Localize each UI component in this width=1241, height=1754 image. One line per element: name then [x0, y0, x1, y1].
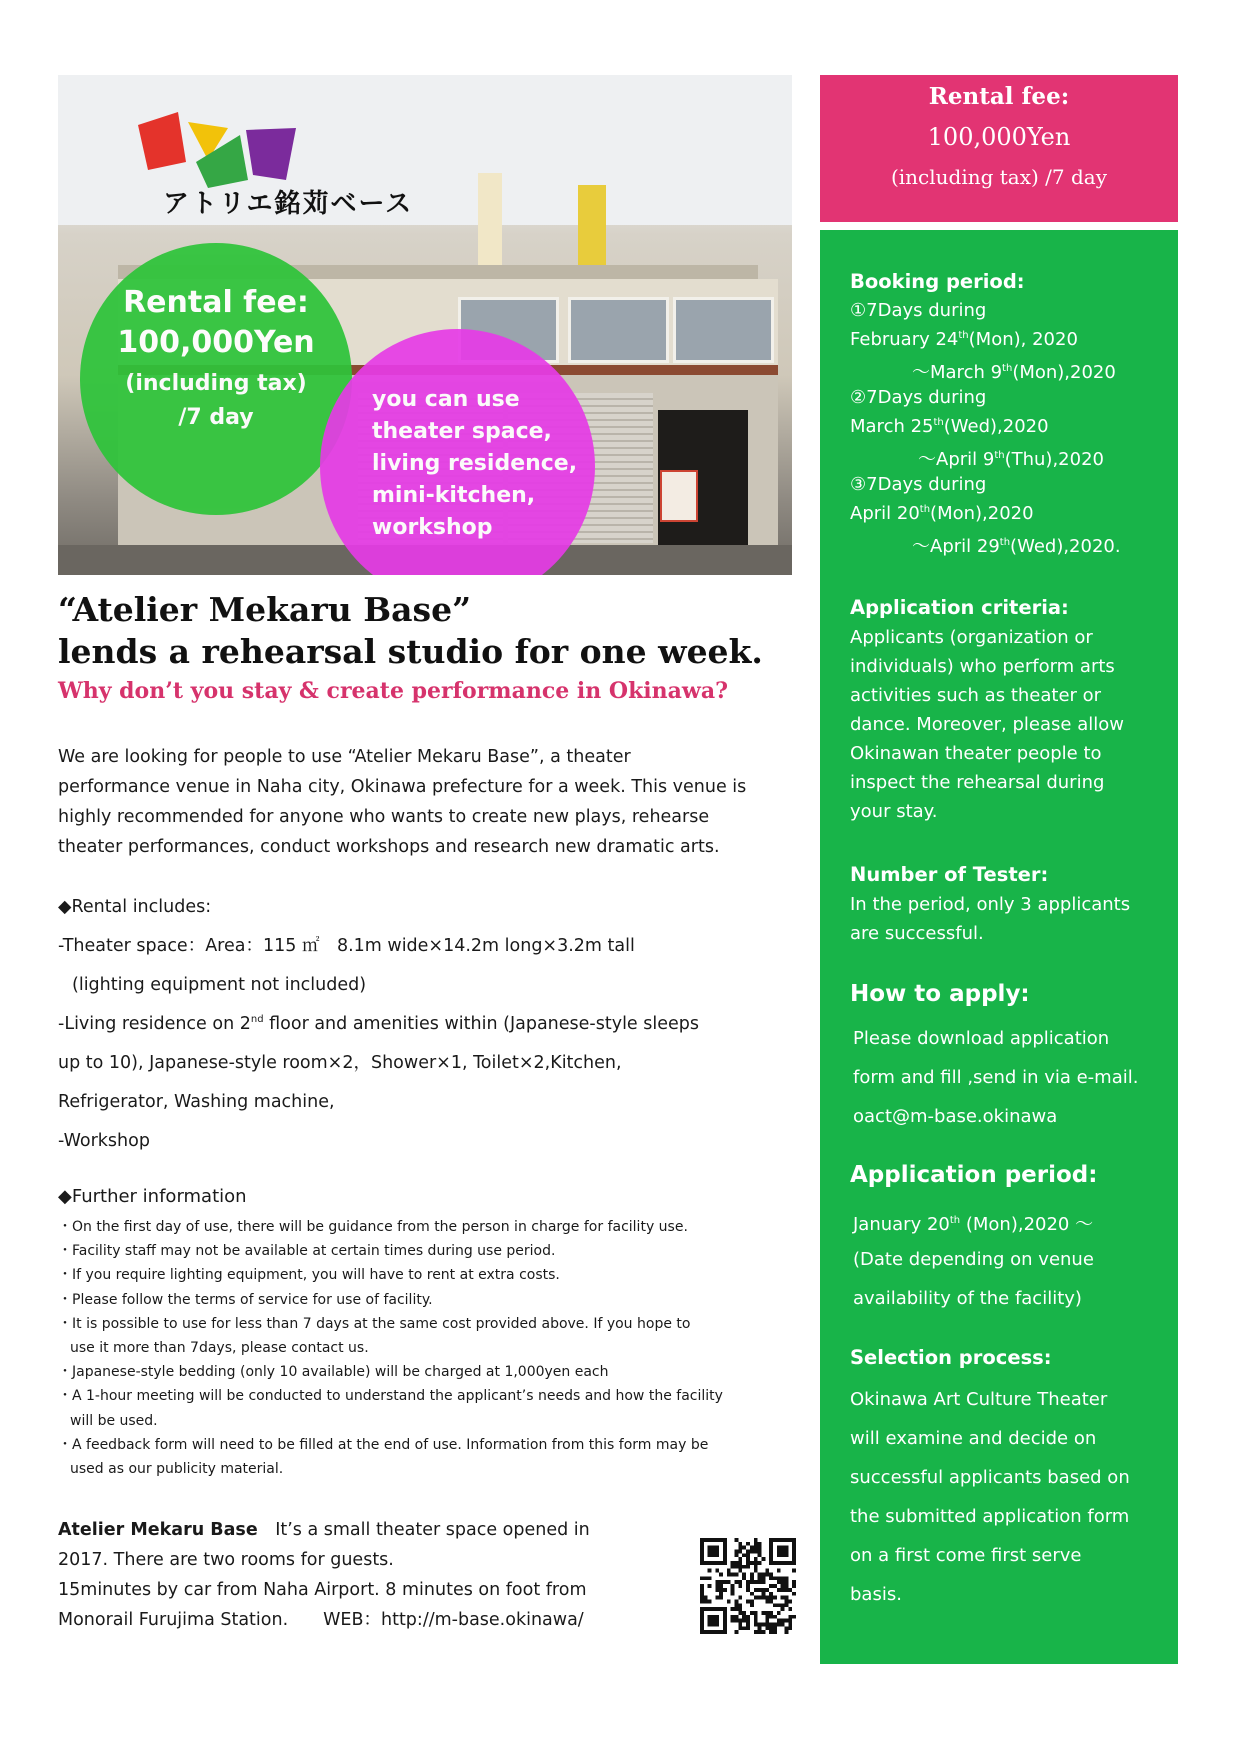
note-line: ・A feedback form will need to be filled at the end of use. Information from this form may be	[58, 1436, 709, 1453]
footer-line: 15minutes by car from Naha Airport. 8 minutes on foot from	[58, 1580, 587, 1600]
booking-text: March 25	[850, 416, 934, 437]
booking-text: April 20	[850, 503, 920, 524]
rental-living-line3: Refrigerator, Washing machine,	[58, 1092, 335, 1112]
rental-living	[58, 1005, 798, 1044]
note-line: ・Facility staff may not be available at certain times during use period.	[58, 1243, 556, 1260]
booking-line	[918, 445, 1104, 471]
rental-heading: ◆Rental includes:	[58, 897, 212, 917]
criteria-heading: Application criteria:	[850, 596, 1069, 619]
venue-name: Atelier Mekaru Base	[58, 1520, 258, 1540]
booking-text: ～April 9	[918, 449, 995, 470]
rental-fee-box	[820, 75, 1178, 222]
booking-text: February 24	[850, 329, 959, 350]
selection-line: will examine and decide on	[850, 1428, 1097, 1449]
note-line: use it more than 7days, please contact us.	[70, 1340, 369, 1357]
amenity-line: theater space,	[372, 419, 552, 444]
booking-text: (Wed),2020.	[1010, 536, 1121, 557]
criteria-line: Okinawan theater people to	[850, 743, 1102, 764]
booking-text: (Mon), 2020	[968, 329, 1078, 350]
selection-line: on a first come first serve	[850, 1545, 1082, 1566]
amenity-line: you can use	[372, 387, 520, 412]
circle-fee-tax: (including tax)	[125, 371, 307, 396]
booking-line: ②7Days during	[850, 387, 987, 408]
apply-line: form and fill ,send in via e-mail.	[853, 1067, 1139, 1088]
criteria-line: dance. Moreover, please allow	[850, 714, 1124, 735]
fee-amount: 100,000Yen	[927, 123, 1071, 151]
atelier-logo	[128, 100, 328, 250]
booking-line	[850, 329, 1078, 350]
tester-heading: Number of Tester:	[850, 863, 1049, 886]
note-line: ・A 1-hour meeting will be conducted to understand the applicant’s needs and how the facility	[58, 1388, 723, 1405]
criteria-line: activities such as theater or	[850, 685, 1102, 706]
selection-heading: Selection process:	[850, 1346, 1052, 1369]
note-line: ・Japanese-style bedding (only 10 available) will be charged at 1,000yen each	[58, 1364, 609, 1381]
photo-window	[568, 297, 669, 363]
booking-line	[850, 503, 1034, 524]
intro-line: performance venue in Naha city, Okinawa prefecture for a week. This venue is	[58, 777, 747, 797]
criteria-line: individuals) who perform arts	[850, 656, 1115, 677]
fee-label: Rental fee:	[928, 83, 1070, 110]
period-line: (Date depending on venue	[853, 1249, 1094, 1270]
tester-line: are successful.	[850, 923, 984, 944]
photo-window	[673, 297, 774, 363]
selection-line: Okinawa Art Culture Theater	[850, 1389, 1108, 1410]
rental-includes	[58, 888, 798, 1161]
intro-line: We are looking for people to use “Atelier Mekaru Base”, a theater	[58, 747, 631, 767]
booking-text: (Mon),2020	[930, 503, 1034, 524]
amenity-line: workshop	[372, 515, 493, 540]
booking-sup: th	[958, 330, 969, 341]
period-text: January 20	[853, 1214, 950, 1235]
further-notes	[58, 1215, 798, 1481]
selection-line: the submitted application form	[850, 1506, 1130, 1527]
criteria-line: inspect the rehearsal during	[850, 772, 1105, 793]
booking-sup: th	[933, 417, 944, 428]
note-line: ・If you require lighting equipment, you will have to rent at extra costs.	[58, 1267, 560, 1284]
note-line: ・Please follow the terms of service for use of facility.	[58, 1291, 433, 1308]
logo-text: アトリエ銘苅ベース	[163, 189, 414, 219]
selection-line: successful applicants based on	[850, 1467, 1130, 1488]
footer-website[interactable]: Monorail Furujima Station. WEB：http://m-base.okinawa/	[58, 1610, 584, 1630]
criteria-line: your stay.	[850, 801, 938, 822]
booking-text: (Mon),2020	[1012, 362, 1116, 383]
booking-line	[850, 416, 1049, 437]
page-title-line1: “Atelier Mekaru Base”	[58, 590, 472, 629]
note-line: ・On the first day of use, there will be guidance from the person in charge for facility use.	[58, 1219, 688, 1235]
rental-living-text: -Living residence on 2	[58, 1014, 251, 1034]
period-line	[853, 1210, 1093, 1236]
apply-heading: How to apply:	[850, 981, 1030, 1007]
venue-photo	[58, 75, 792, 575]
circle-fee-amount: 100,000Yen	[117, 325, 315, 360]
rental-living-text: floor and amenities within (Japanese-style sleeps	[263, 1014, 699, 1034]
booking-sup: th	[999, 537, 1011, 548]
intro-line: theater performances, conduct workshops and research new dramatic arts.	[58, 837, 720, 857]
booking-line	[912, 358, 1116, 384]
note-line: will be used.	[70, 1412, 158, 1429]
period-text: (Mon),2020 ～	[960, 1214, 1094, 1235]
rental-theater-note: (lighting equipment not included)	[72, 975, 367, 995]
period-heading: Application period:	[850, 1162, 1098, 1188]
period-line: availability of the facility)	[853, 1288, 1082, 1309]
apply-email[interactable]: oact@m-base.okinawa	[853, 1106, 1058, 1127]
amenity-line: living residence,	[372, 451, 578, 476]
details-sidebar	[820, 230, 1178, 1664]
page-title-line2: lends a rehearsal studio for one week.	[58, 632, 763, 671]
intro-line: highly recommended for anyone who wants to create new plays, rehearse	[58, 807, 710, 827]
rental-living-line2: up to 10), Japanese-style room×2，Shower×1, Toilet×2,Kitchen,	[58, 1053, 622, 1073]
booking-text: (Wed),2020	[943, 416, 1049, 437]
circle-fee-period: /7 day	[178, 405, 254, 430]
fee-tax: (including tax) /7 day	[890, 165, 1108, 189]
note-line: ・It is possible to use for less than 7 days at the same cost provided above. If you hope to	[58, 1315, 691, 1332]
booking-text: (Thu),2020	[1004, 449, 1104, 470]
page-subtitle: Why don’t you stay & create performance in Okinawa?	[58, 678, 729, 704]
selection-line: basis.	[850, 1584, 902, 1605]
intro-paragraph	[58, 742, 808, 862]
rental-living-sup: nd	[250, 1014, 264, 1026]
footer-line: 2017. There are two rooms for guests.	[58, 1550, 394, 1570]
venue-description	[58, 1515, 698, 1635]
booking-sup: th	[919, 504, 931, 515]
circle-fee-label: Rental fee:	[123, 285, 309, 320]
booking-text: ～April 29	[912, 536, 1000, 557]
rental-theater: -Theater space：Area：115 ㎡ 8.1m wide×14.2m long×3.2m tall	[58, 936, 635, 956]
booking-line: ③7Days during	[850, 474, 987, 495]
rental-workshop: -Workshop	[58, 1131, 150, 1151]
booking-line	[912, 532, 1121, 558]
photo-sign	[660, 470, 698, 522]
booking-heading: Booking period:	[850, 270, 1025, 293]
apply-line: Please download application	[853, 1028, 1110, 1049]
tester-line: In the period, only 3 applicants	[850, 894, 1131, 915]
period-sup: th	[949, 1215, 961, 1226]
amenity-line: mini-kitchen,	[372, 483, 536, 508]
booking-sup: th	[994, 450, 1005, 461]
rental-fee-circle	[80, 243, 352, 515]
note-line: used as our publicity material.	[70, 1461, 284, 1478]
amenities-list	[372, 384, 577, 544]
qr-code[interactable]	[700, 1538, 796, 1634]
further-heading: ◆Further information	[58, 1186, 247, 1207]
booking-text: ～March 9	[912, 362, 1003, 383]
footer-text: It’s a small theater space opened in	[257, 1520, 590, 1540]
criteria-line: Applicants (organization or	[850, 627, 1093, 648]
footer-line	[58, 1515, 698, 1545]
booking-sup: th	[1002, 363, 1013, 374]
booking-line: ①7Days during	[850, 300, 987, 321]
